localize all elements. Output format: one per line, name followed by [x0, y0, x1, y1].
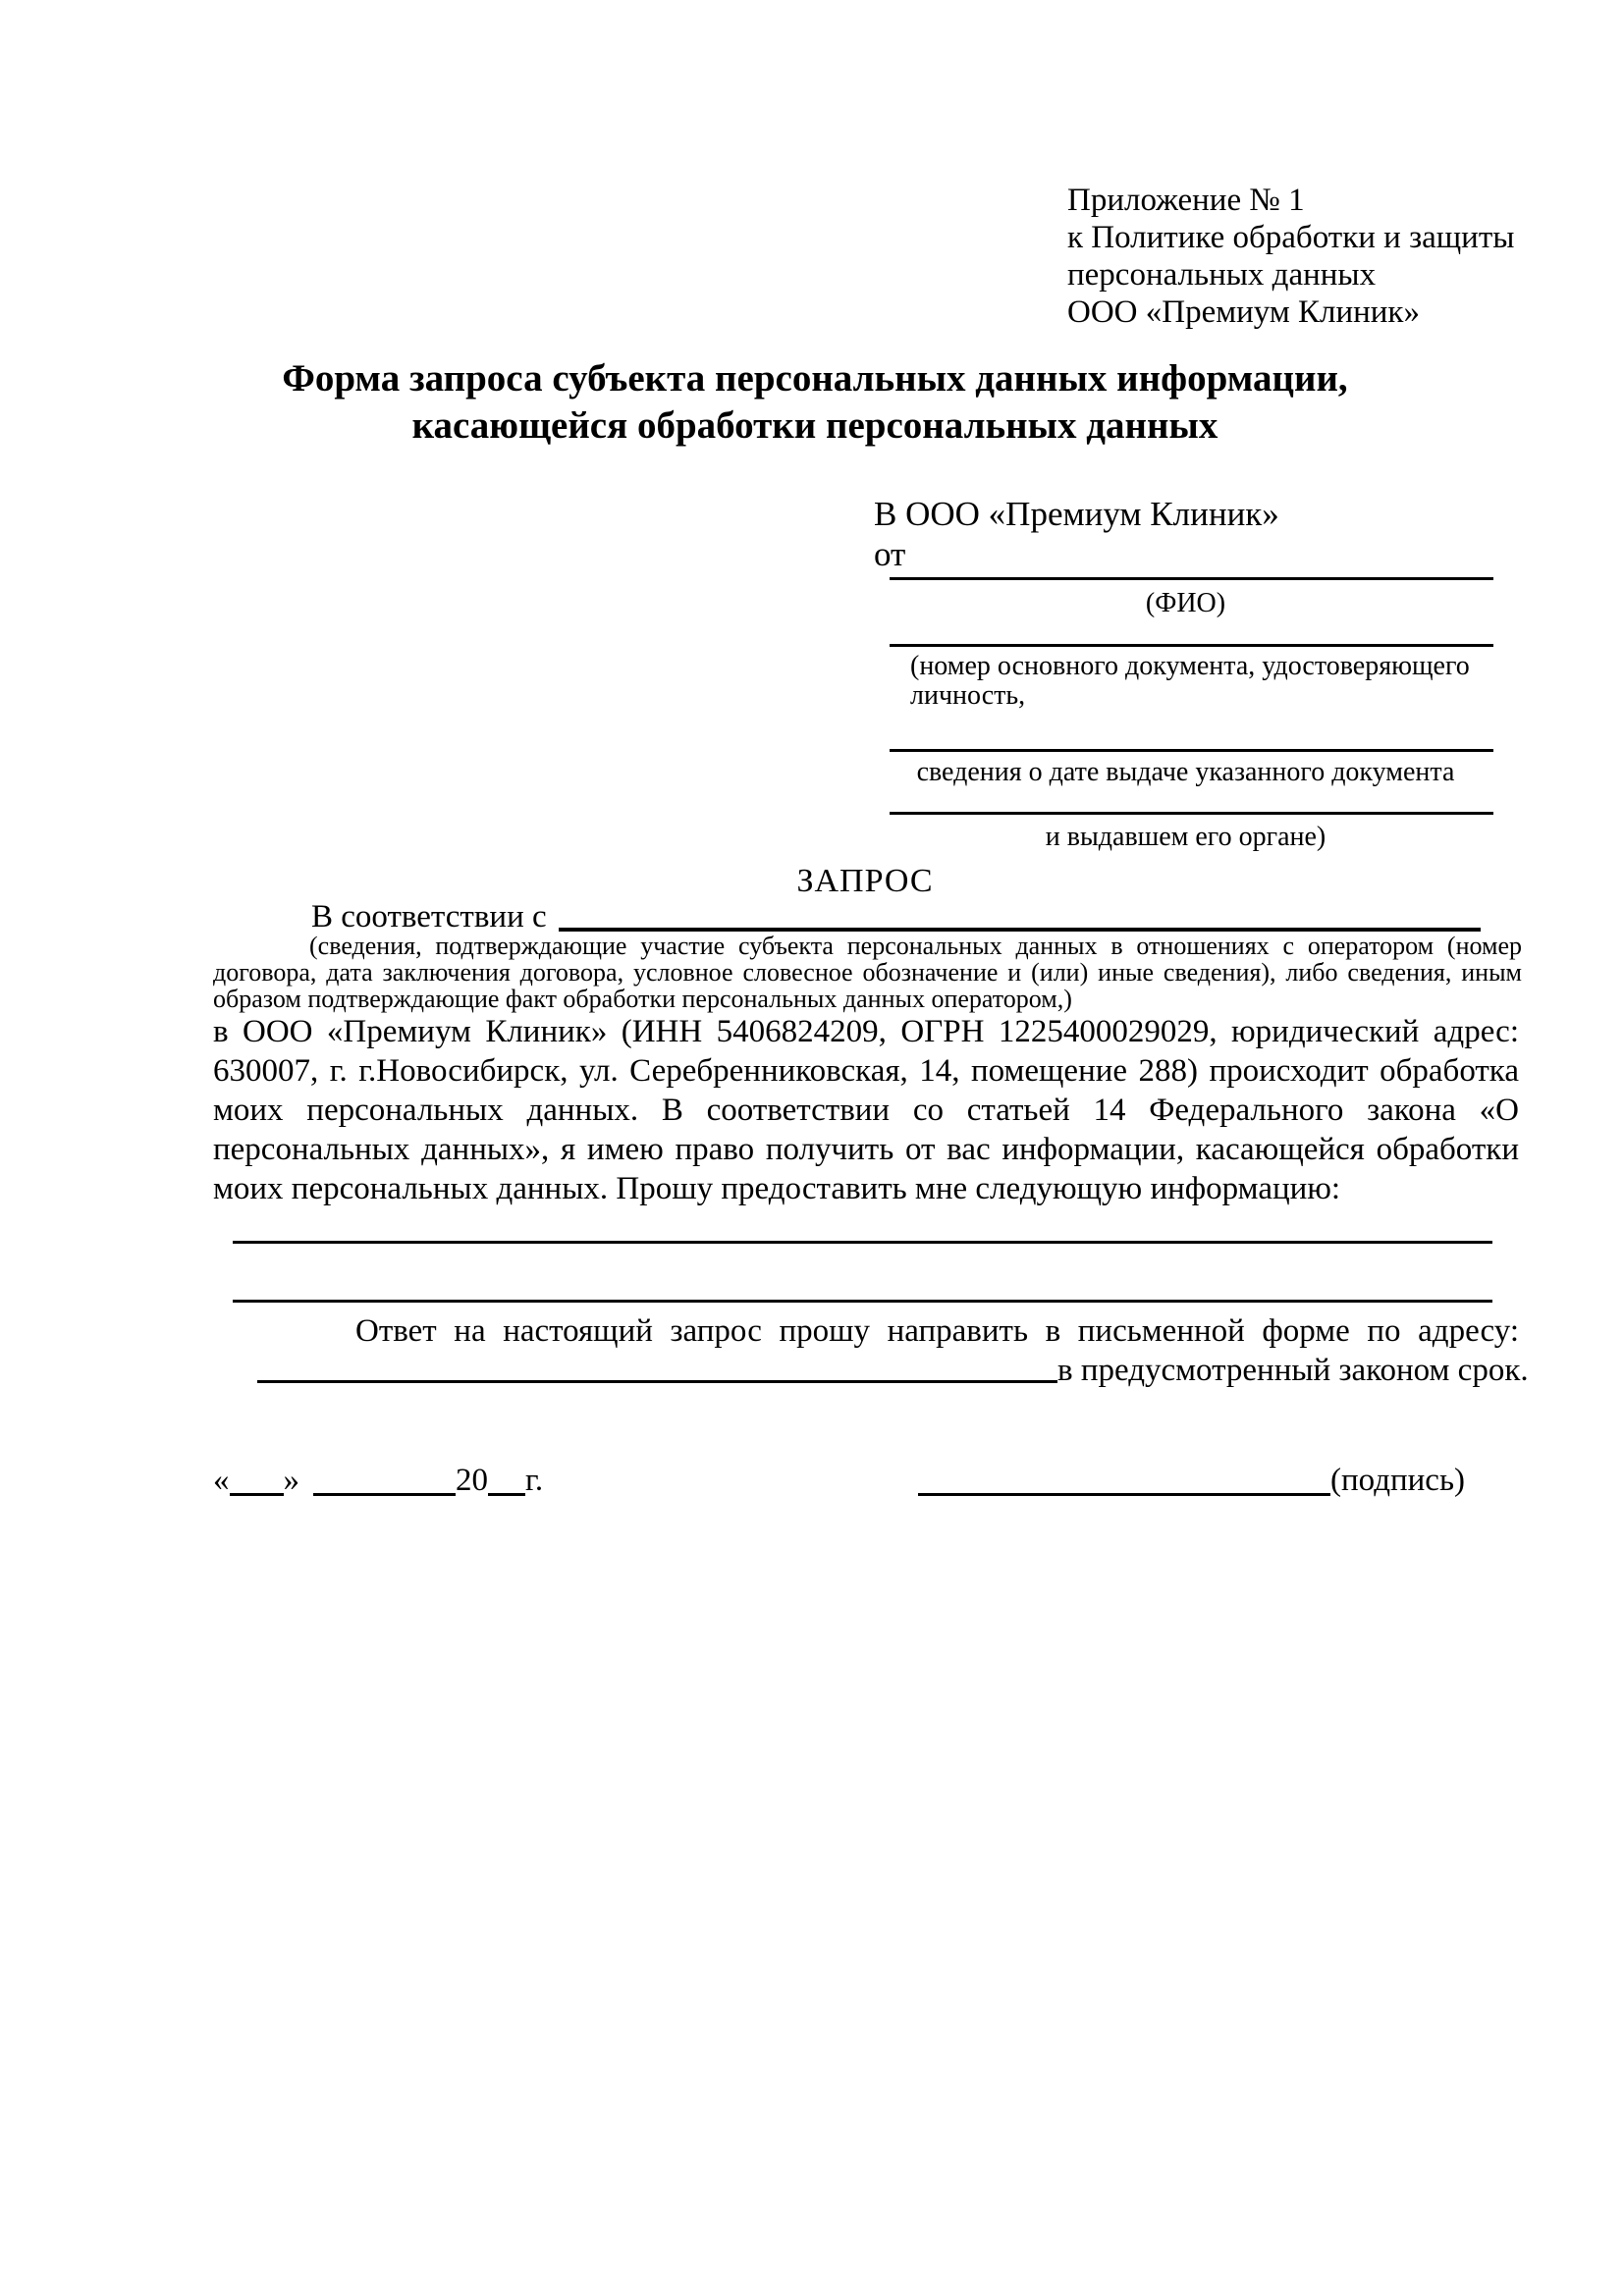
date-month-blank	[313, 1479, 456, 1496]
issuing-authority-blank-line	[890, 812, 1493, 815]
date-close-quote: »	[283, 1463, 299, 1498]
addressee-to: В ООО «Премиум Клиник»	[874, 495, 1279, 533]
signature-field	[918, 1461, 1465, 1500]
appendix-line: к Политике обработки и защиты	[1067, 220, 1515, 255]
info-blank-line-2	[233, 1300, 1492, 1303]
issuing-authority-caption: и выдавшем его органе)	[1045, 822, 1326, 852]
signature-blank-line	[918, 1479, 1330, 1496]
lead-text: В соответствии с	[311, 899, 547, 934]
appendix-line: ООО «Премиум Клиник»	[1067, 294, 1420, 330]
addressee-from: от	[874, 535, 906, 573]
document-number-caption: (номер основного документа, удостоверяющего личность,	[910, 651, 1470, 711]
date-open-quote: «	[213, 1463, 230, 1498]
lead-note: (сведения, подтверждающие участие субъекта персональных данных в отношениях с оператором (номер договора, дата заключения договора, условное словесное обозначение и (или) иные сведения), либо сведения, иным образом подтверждающие факт обработки персональных данных оператором,)	[213, 932, 1522, 1013]
addressee-block	[874, 494, 1497, 852]
signature-row	[213, 1461, 1512, 1500]
appendix-block	[1067, 182, 1514, 331]
date-century: 20	[456, 1463, 488, 1498]
lead-blank-line	[559, 897, 1481, 932]
fio-blank-line	[890, 577, 1493, 580]
answer-paragraph: Ответ на настоящий запрос прошу направить в письменной форме по адресу:	[355, 1313, 1519, 1349]
body-paragraph: в ООО «Премиум Клиник» (ИНН 5406824209, ОГРН 1225400029029, юридический адрес: 630007, г. г.Новосибирск, ул. Серебренниковская, 14, помещение 288) происходит обработка моих персональных данных. В соответствии со статьей 14 Федерального закона «О персональных данных», я имею право получить от вас информации, касающейся обработки моих персональных данных. Прошу предоставить мне следующую информацию:	[213, 1014, 1519, 1206]
address-blank-line	[257, 1351, 1057, 1383]
date-field	[213, 1461, 543, 1500]
date-year-blank	[488, 1479, 525, 1496]
date-day-blank	[230, 1479, 284, 1496]
document-number-blank-line	[890, 644, 1493, 647]
title-line-1: Форма запроса субъекта персональных данных информации,	[282, 357, 1348, 400]
answer-suffix: в предусмотренный законом срок.	[1057, 1353, 1529, 1388]
title-line-2: касающейся обработки персональных данных	[411, 404, 1218, 447]
appendix-line: Приложение № 1	[1067, 183, 1305, 218]
issue-date-caption: сведения о дате выдаче указанного документа	[916, 757, 1455, 787]
answer-address-row	[213, 1351, 1529, 1390]
signature-caption: (подпись)	[1330, 1463, 1465, 1498]
lead-row	[213, 897, 1517, 936]
issue-date-blank-line	[890, 749, 1493, 752]
appendix-line: персональных данных	[1067, 257, 1377, 293]
date-year-suffix: г.	[525, 1463, 544, 1498]
fio-caption: (ФИО)	[1145, 588, 1226, 618]
request-heading: ЗАПРОС	[796, 863, 934, 899]
document-title	[137, 355, 1492, 450]
info-blank-line-1	[233, 1241, 1492, 1244]
